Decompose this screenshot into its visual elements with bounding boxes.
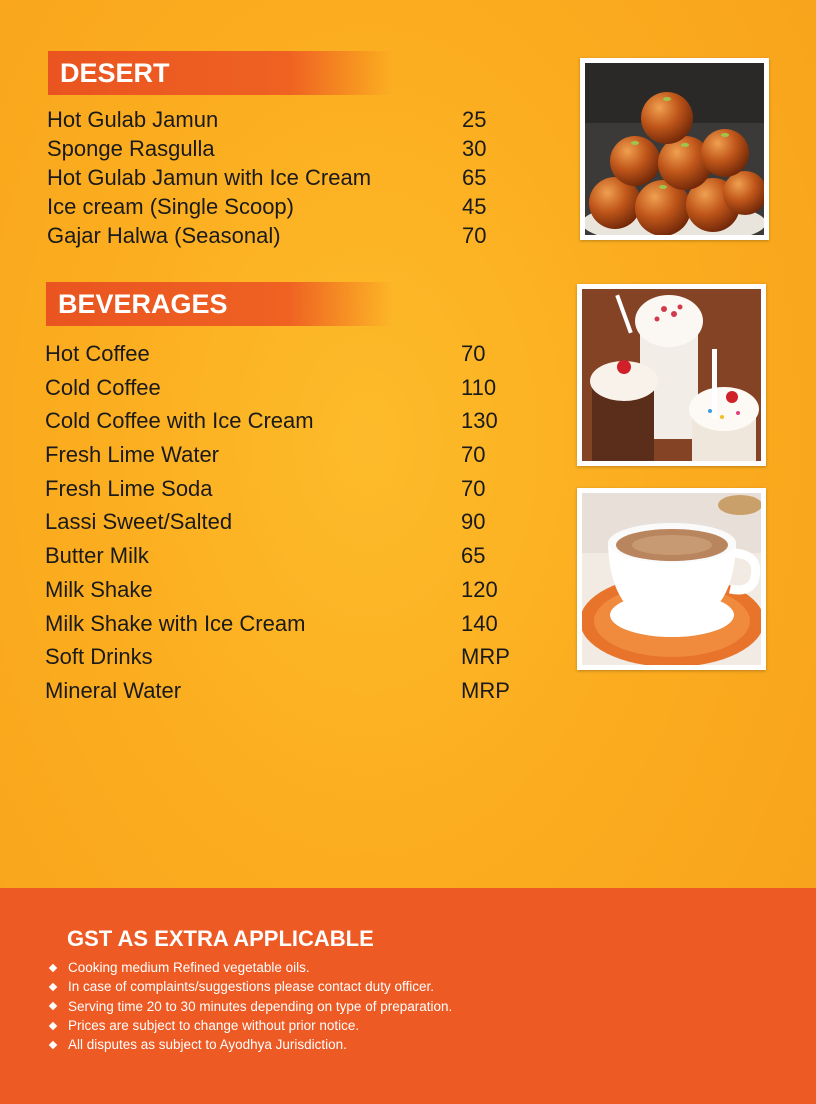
- item-name: Milk Shake: [45, 576, 153, 602]
- tea-cup-photo: [577, 488, 766, 670]
- menu-item: [45, 674, 545, 708]
- item-name: Sponge Rasgulla: [47, 136, 215, 161]
- note-item: [48, 997, 452, 1016]
- footer-notes-band: [0, 888, 816, 1104]
- note-item: [48, 958, 452, 977]
- item-price: MRP: [461, 644, 510, 670]
- desert-heading: [48, 51, 393, 95]
- menu-item: [45, 640, 545, 674]
- item-price: MRP: [461, 677, 510, 703]
- note-text: Serving time 20 to 30 minutes depending on type of preparation.: [68, 998, 453, 1014]
- item-name: Soft Drinks: [45, 644, 153, 670]
- menu-item: [45, 337, 545, 371]
- item-price: 70: [461, 475, 486, 501]
- item-price: 70: [462, 223, 487, 248]
- item-name: Cold Coffee with Ice Cream: [45, 408, 314, 434]
- item-price: 120: [461, 576, 498, 602]
- item-price: 110: [461, 374, 497, 400]
- menu-item: [47, 221, 547, 250]
- menu-item: [45, 539, 545, 573]
- note-text: All disputes as subject to Ayodhya Jurisdiction.: [68, 1037, 347, 1053]
- item-price: 65: [461, 543, 486, 569]
- gst-notice-title: GST AS EXTRA APPLICABLE: [67, 926, 374, 951]
- item-name: Cold Coffee: [45, 374, 161, 400]
- item-price: 90: [461, 509, 486, 535]
- menu-item: [45, 404, 545, 438]
- menu-item: [45, 505, 545, 539]
- item-price: 30: [462, 136, 487, 161]
- note-item: [48, 1016, 452, 1035]
- note-text: In case of complaints/suggestions please contact duty officer.: [68, 979, 434, 995]
- diamond-bullet-icon: [49, 1041, 57, 1049]
- beverages-heading-text: BEVERAGES: [58, 288, 228, 319]
- menu-item: [45, 573, 545, 607]
- item-name: Hot Gulab Jamun: [47, 107, 219, 132]
- desert-heading-text: DESERT: [60, 57, 170, 88]
- menu-item: [47, 192, 547, 221]
- menu-item: [45, 438, 545, 472]
- item-name: Ice cream (Single Scoop): [47, 194, 294, 219]
- item-price: 70: [461, 442, 486, 468]
- note-text: Prices are subject to change without prior notice.: [68, 1017, 360, 1033]
- menu-item: [47, 134, 547, 163]
- note-text: Cooking medium Refined vegetable oils.: [68, 960, 310, 975]
- beverages-heading: [46, 282, 393, 326]
- item-price: 140: [461, 610, 498, 636]
- item-name: Milk Shake with Ice Cream: [45, 610, 306, 636]
- item-name: Gajar Halwa (Seasonal): [47, 223, 281, 248]
- desert-item-list: [47, 105, 547, 250]
- diamond-bullet-icon: [49, 1021, 57, 1029]
- item-price: 25: [462, 107, 487, 132]
- gulab-jamun-photo: [580, 58, 769, 240]
- menu-item: [47, 163, 547, 192]
- item-price: 45: [462, 194, 487, 219]
- item-name: Lassi Sweet/Salted: [45, 509, 233, 535]
- item-price: 70: [461, 341, 486, 366]
- item-name: Fresh Lime Water: [45, 442, 220, 468]
- item-name: Mineral Water: [45, 677, 182, 703]
- menu-item: [45, 371, 545, 405]
- item-name: Hot Coffee: [45, 341, 150, 366]
- item-price: 65: [462, 165, 487, 190]
- item-name: Hot Gulab Jamun with Ice Cream: [47, 165, 372, 190]
- note-item: [48, 977, 452, 996]
- item-name: Fresh Lime Soda: [45, 475, 213, 501]
- item-price: 130: [461, 408, 498, 434]
- milkshake-photo: [577, 284, 766, 466]
- diamond-bullet-icon: [49, 1002, 57, 1010]
- notes-list: [48, 958, 452, 1054]
- note-item: [48, 1035, 452, 1054]
- beverages-item-list: [45, 337, 545, 708]
- menu-item: [45, 607, 545, 641]
- menu-item: [47, 105, 547, 134]
- diamond-bullet-icon: [49, 963, 57, 971]
- item-name: Butter Milk: [45, 543, 149, 569]
- diamond-bullet-icon: [49, 983, 57, 991]
- menu-item: [45, 472, 545, 506]
